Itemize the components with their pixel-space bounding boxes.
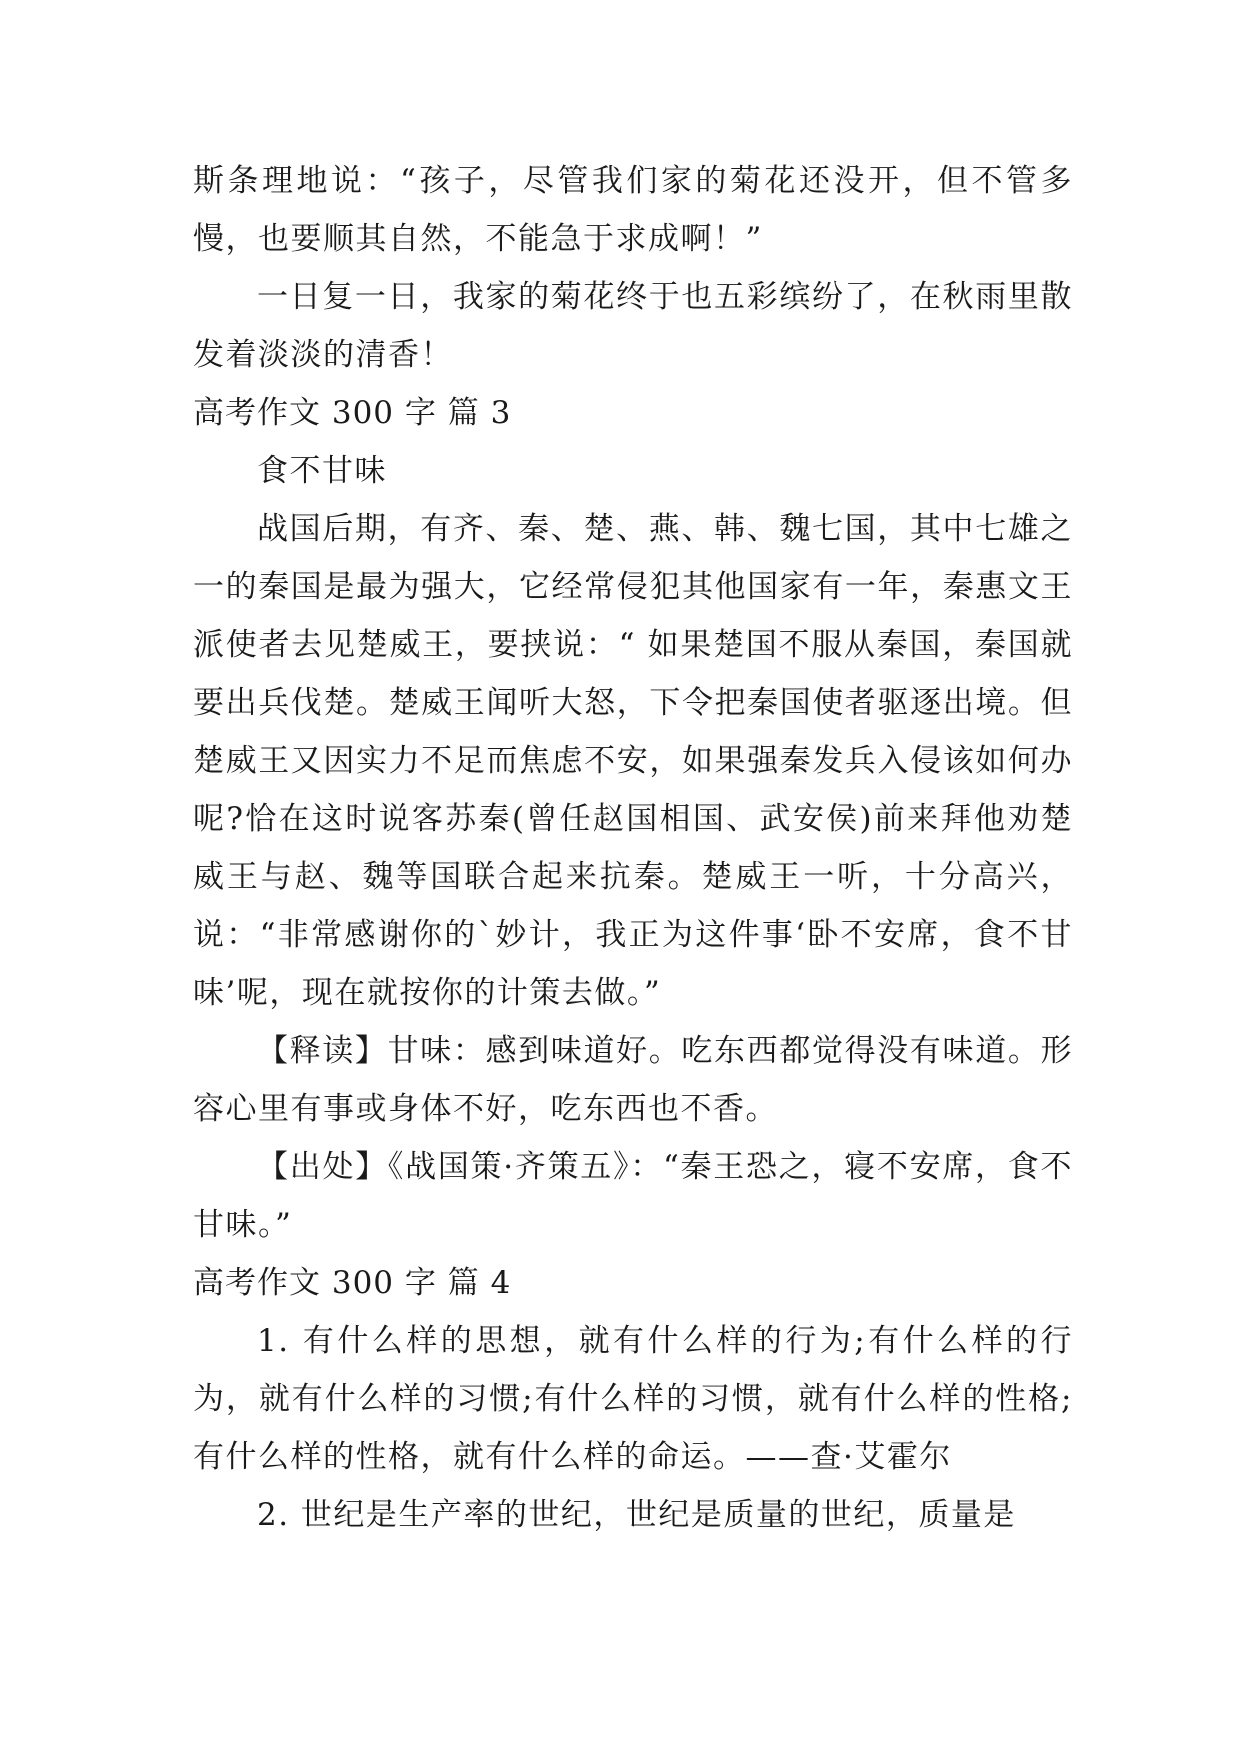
paragraph-explanation: 【释读】甘味：感到味道好。吃东西都觉得没有味道。形容心里有事或身体不好，吃东西也不香。 xyxy=(193,1033,1073,1127)
paragraph-story: 战国后期，有齐、秦、楚、燕、韩、魏七国，其中七雄之一的秦国是最为强大，它经常侵犯其他国家有一年，秦惠文王派使者去见楚威王，要挟说：“ 如果楚国不服从秦国，秦国就要出兵伐楚。楚威王闻听大怒，下令把秦国使者驱逐出境。但楚威王又因实力不足而焦虑不安，如果强秦发兵入侵该如何办呢?恰在这时说客苏秦(曾任赵国相国、武安侯)前来拜他劝楚威王与赵、魏等国联合起来抗秦。楚威王一听，十分高兴，说：“非常感谢你的`妙计，我正为这件事‘卧不安席，食不甘味’呢，现在就按你的计策去做。” xyxy=(193,511,1073,1011)
paragraph-1: 斯条理地说：“孩子，尽管我们家的菊花还没开，但不管多慢，也要顺其自然，不能急于求成啊！” xyxy=(193,163,1073,257)
section-heading-3: 高考作文 300 字 篇 3 xyxy=(193,395,512,431)
section-heading-4: 高考作文 300 字 篇 4 xyxy=(193,1265,512,1301)
paragraph-source: 【出处】《战国策·齐策五》：“秦王恐之，寝不安席，食不甘味。” xyxy=(193,1149,1073,1243)
paragraph-quote-2: 2. 世纪是生产率的世纪，世纪是质量的世纪，质量是 xyxy=(257,1497,1016,1533)
paragraph-quote-1: 1. 有什么样的思想，就有什么样的行为;有什么样的行为，就有什么样的习惯;有什么样的习惯，就有什么样的性格;有什么样的性格，就有什么样的命运。——查·艾霍尔 xyxy=(193,1323,1073,1475)
document-body xyxy=(193,152,1073,1544)
paragraph-2: 一日复一日，我家的菊花终于也五彩缤纷了，在秋雨里散发着淡淡的清香！ xyxy=(193,279,1073,373)
paragraph-title: 食不甘味 xyxy=(257,453,387,489)
